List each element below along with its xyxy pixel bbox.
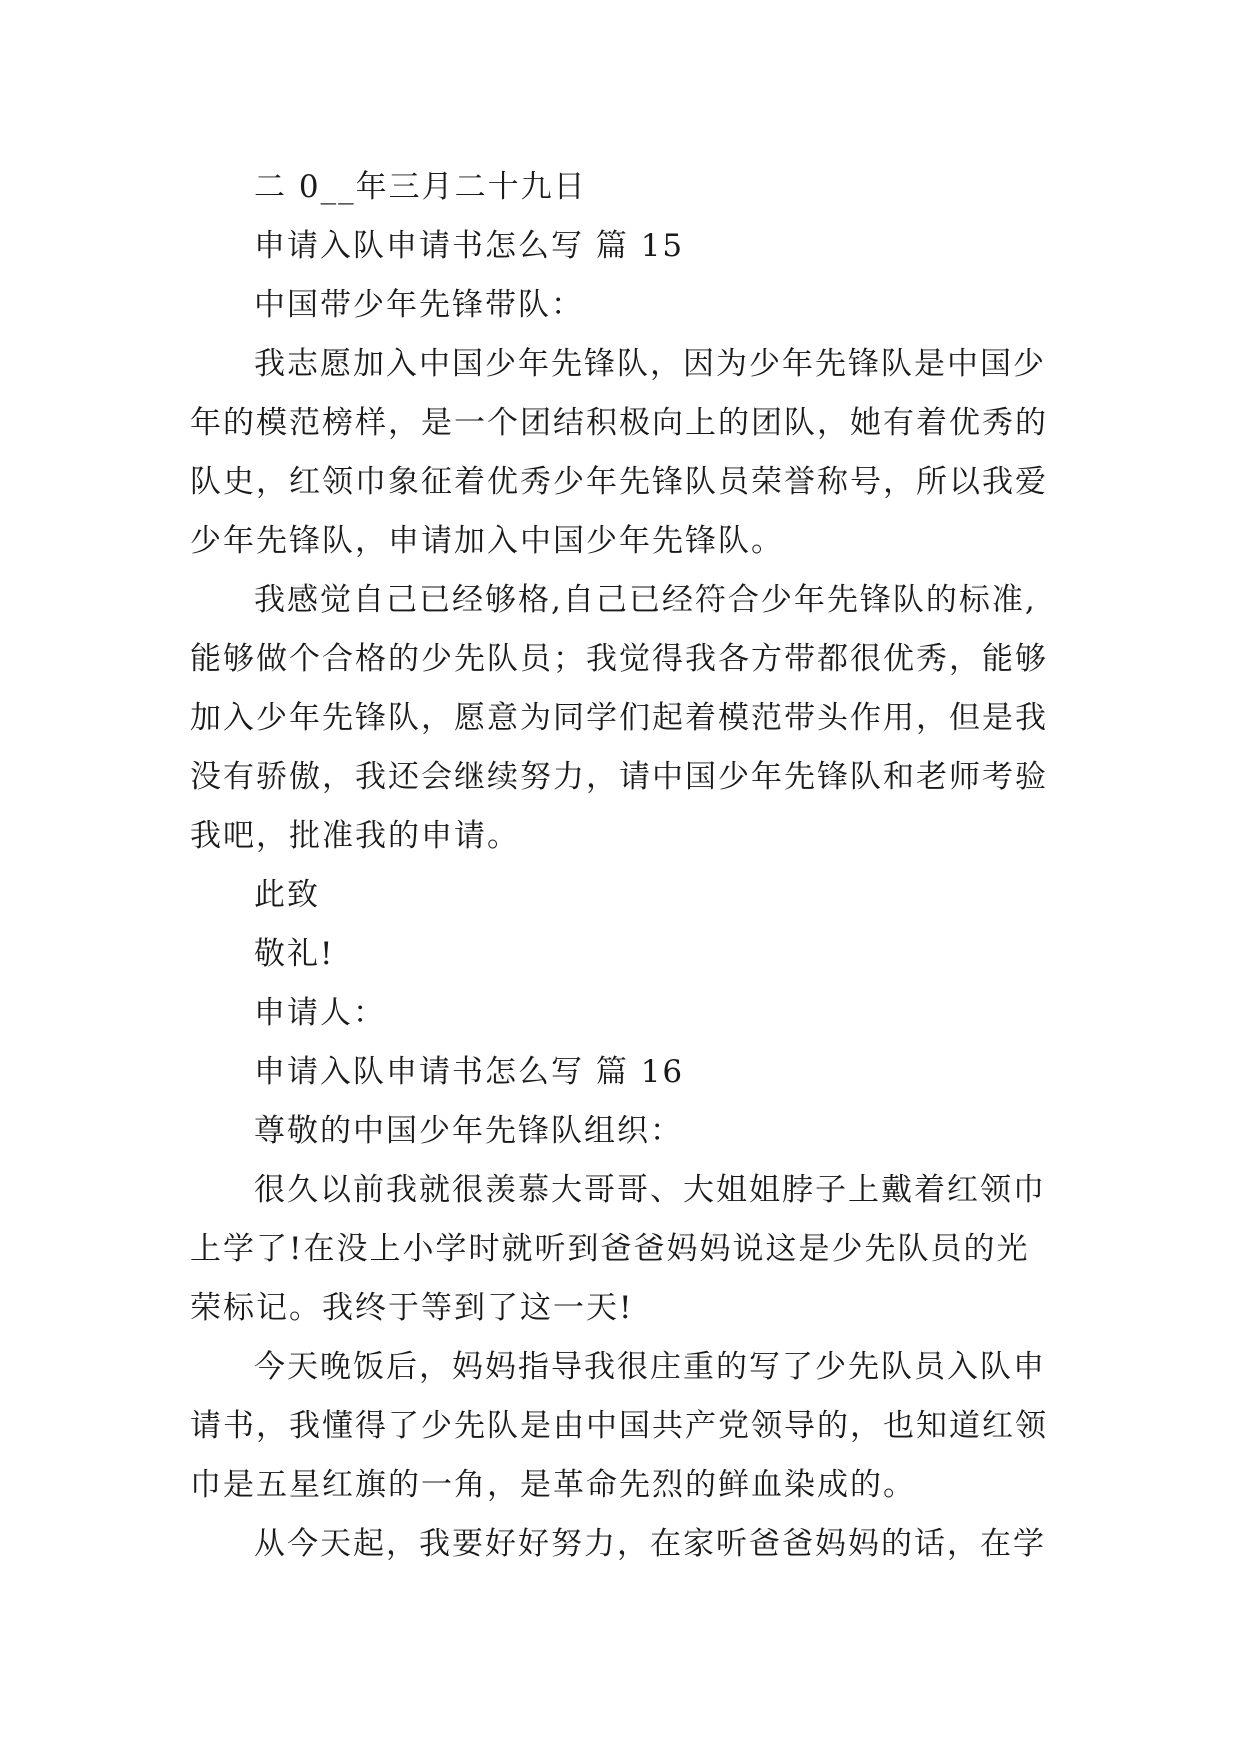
- text-line: 没有骄傲，我还会继续努力，请中国少年先锋队和老师考验: [190, 759, 1048, 795]
- text-line: 我志愿加入中国少年先锋队，因为少年先锋队是中国少: [254, 346, 1046, 382]
- text-line: 请书，我懂得了少先队是由中国共产党领导的，也知道红领: [190, 1408, 1048, 1444]
- text-line: 能够做个合格的少先队员；我觉得我各方带都很优秀，能够: [190, 641, 1048, 677]
- text-line: 加入少年先锋队，愿意为同学们起着模范带头作用，但是我: [190, 700, 1048, 736]
- closing-line-2: 敬礼!: [254, 936, 335, 972]
- text-line: 上学了!在没上小学时就听到爸爸妈妈说这是少先队员的光: [190, 1231, 1030, 1267]
- text-line: 队史，红领巾象征着优秀少年先锋队员荣誉称号，所以我爱: [190, 464, 1048, 500]
- paragraph-16-3: [190, 1515, 1060, 1574]
- date-line: 二 0__年三月二十九日: [254, 169, 587, 205]
- text-line: 我吧，批准我的申请。: [190, 818, 520, 854]
- text-line: 年的模范榜样，是一个团结积极向上的团队，她有着优秀的: [190, 405, 1048, 441]
- applicant-line: 申请人：: [254, 995, 386, 1031]
- paragraph-16-1: [190, 1161, 1060, 1338]
- text-line: 荣标记。我终于等到了这一天!: [190, 1290, 634, 1326]
- text-line: 从今天起，我要好好努力，在家听爸爸妈妈的话，在学: [254, 1526, 1046, 1562]
- section-heading-15: 申请入队申请书怎么写 篇 15: [254, 228, 685, 264]
- text-line: 少年先锋队，申请加入中国少年先锋队。: [190, 523, 784, 559]
- closing-line-1: 此致: [254, 877, 320, 913]
- paragraph-16-2: [190, 1338, 1060, 1515]
- salutation-16: 尊敬的中国少年先锋队组织：: [254, 1113, 683, 1149]
- text-line: 今天晚饭后，妈妈指导我很庄重的写了少先队员入队申: [254, 1349, 1046, 1385]
- salutation-15: 中国带少年先锋带队：: [254, 287, 584, 323]
- text-line: 我感觉自己已经够格,自己已经符合少年先锋队的标准,: [254, 582, 1037, 618]
- section-heading-16: 申请入队申请书怎么写 篇 16: [254, 1054, 685, 1090]
- paragraph-15-1: [190, 335, 1060, 571]
- document-body: [190, 158, 1060, 1574]
- text-line: 巾是五星红旗的一角，是革命先烈的鲜血染成的。: [190, 1467, 916, 1503]
- text-line: 很久以前我就很羡慕大哥哥、大姐姐脖子上戴着红领巾: [254, 1172, 1046, 1208]
- paragraph-15-2: [190, 571, 1060, 866]
